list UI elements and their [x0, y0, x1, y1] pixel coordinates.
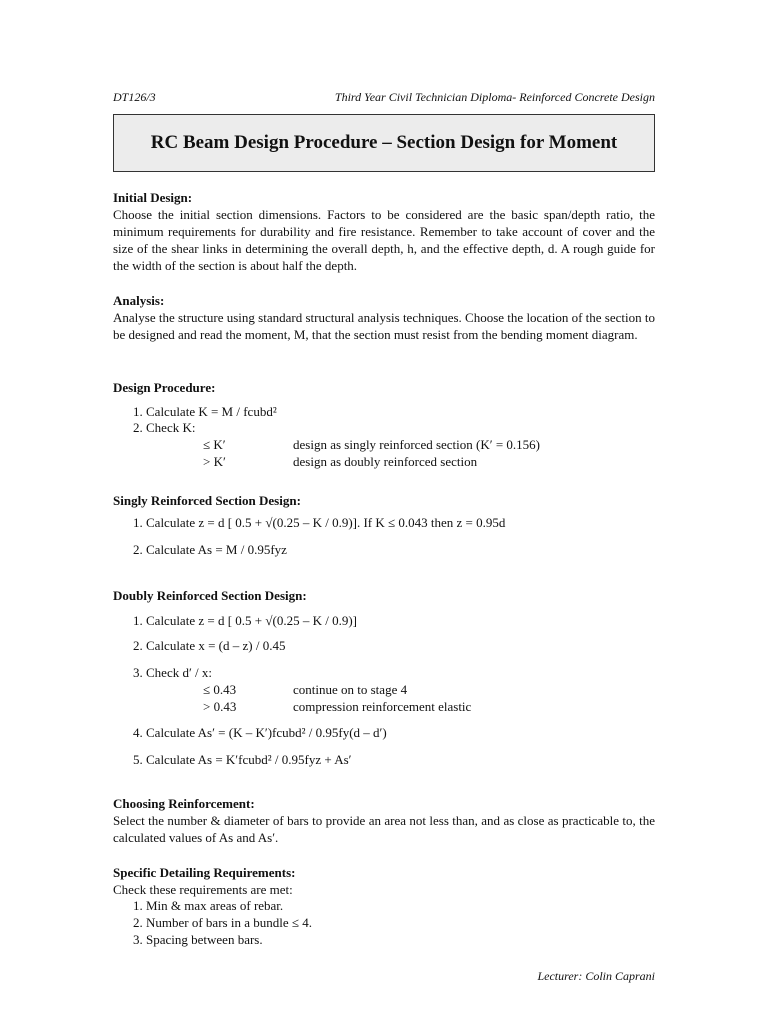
- detailing-item-1: 1. Min & max areas of rebar.: [133, 898, 284, 913]
- design-procedure-list: [113, 396, 655, 496]
- singly-step-2: 2. Calculate As = M / 0.95fyz: [133, 542, 287, 557]
- doubly-step-2: 2. Calculate x = (d – z) / 0.45: [133, 638, 286, 653]
- doubly-step-3: 3. Check d′ / x:: [133, 665, 213, 680]
- page-title-box: [113, 114, 655, 172]
- choosing-text: Select the number & diameter of bars to provide an area not less than, and as close as practicable to, the calculated values of As and As′.: [113, 813, 655, 845]
- analysis-section: [113, 292, 655, 343]
- detailing-section: [113, 864, 655, 952]
- lecturer-footer: Lecturer: Colin Caprani: [537, 969, 655, 983]
- initial-design-text: Choose the initial section dimensions. Factors to be considered are the basic span/depth ratio, the minimum requirements for durability and fire resistance. Remember to take account of cover and the size of the shear links in determining the overall depth, h, and the effective depth, d. A rough guide for the width of the section is about half the depth.: [113, 207, 655, 273]
- detailing-heading: Specific Detailing Requirements:: [113, 865, 296, 880]
- design-step-1: 1. Calculate K = M / fcubd²: [133, 404, 277, 419]
- design-condition-2-text: design as doubly reinforced section: [293, 454, 478, 469]
- course-title: Third Year Civil Technician Diploma- Reinforced Concrete Design: [334, 90, 655, 104]
- doubly-condition-2: > 0.43: [203, 699, 237, 714]
- singly-reinforced-section: [113, 492, 655, 569]
- doubly-reinforced-section: [113, 587, 655, 794]
- analysis-heading: Analysis:: [113, 293, 165, 308]
- detailing-item-3: 3. Spacing between bars.: [133, 932, 263, 947]
- choosing-reinforcement-section: [113, 795, 655, 846]
- design-procedure-heading: Design Procedure:: [113, 380, 216, 395]
- singly-heading: Singly Reinforced Section Design:: [113, 493, 301, 508]
- doubly-step-4: 4. Calculate As′ = (K – K′)fcubd² / 0.95fy(d – d′): [133, 725, 387, 740]
- design-condition-1-text: design as singly reinforced section (K′ = 0.156): [293, 437, 541, 452]
- doubly-list: [113, 604, 655, 794]
- singly-list: [113, 509, 655, 569]
- detailing-list: [113, 898, 655, 952]
- page-title: RC Beam Design Procedure – Section Design for Moment: [150, 132, 618, 153]
- doubly-condition-1: ≤ 0.43: [203, 682, 237, 697]
- design-condition-2: > K′: [203, 454, 226, 469]
- choosing-heading: Choosing Reinforcement:: [113, 796, 255, 811]
- doubly-heading: Doubly Reinforced Section Design:: [113, 588, 307, 603]
- design-step-2: 2. Check K:: [133, 420, 196, 435]
- initial-design-heading: Initial Design:: [113, 190, 193, 205]
- doubly-step-5: 5. Calculate As = K′fcubd² / 0.95fyz + As′: [133, 752, 352, 767]
- document-code: DT126/3: [113, 90, 156, 104]
- detailing-intro: Check these requirements are met:: [113, 882, 293, 897]
- analysis-text: Analyse the structure using standard structural analysis techniques. Choose the location of the section to be designed and read the moment, M, that the section must resist from the bending moment diagram.: [113, 310, 655, 342]
- doubly-condition-2-text: compression reinforcement elastic: [293, 699, 472, 714]
- design-condition-1: ≤ K′: [203, 437, 226, 452]
- initial-design-section: [113, 189, 655, 274]
- doubly-condition-1-text: continue on to stage 4: [293, 682, 408, 697]
- detailing-item-2: 2. Number of bars in a bundle ≤ 4.: [133, 915, 312, 930]
- design-procedure-section: [113, 379, 655, 496]
- singly-step-1: 1. Calculate z = d [ 0.5 + √(0.25 – K / 0.9)]. If K ≤ 0.043 then z = 0.95d: [133, 515, 506, 530]
- doubly-step-1: 1. Calculate z = d [ 0.5 + √(0.25 – K / 0.9)]: [133, 613, 357, 628]
